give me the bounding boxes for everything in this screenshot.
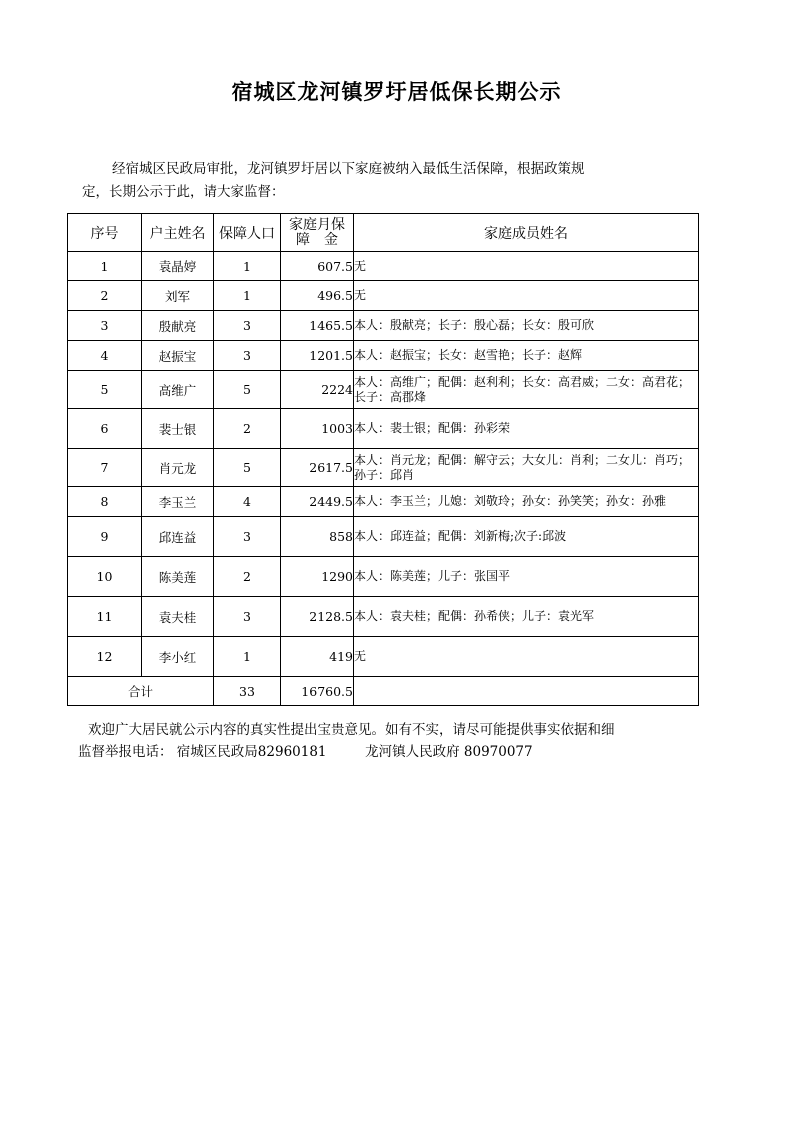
row-members: 无 <box>354 637 699 677</box>
row-members: 本人：袁夫桂；配偶：孙希侠；儿子：袁光军 <box>354 597 699 637</box>
row-amount: 858 <box>281 517 354 557</box>
table-row <box>68 311 699 341</box>
feedback-note: 欢迎广大居民就公示内容的真实性提出宝贵意见。如有不实，请尽可能提供事实依据和细 <box>88 722 615 738</box>
row-head-name: 李小红 <box>142 637 214 677</box>
row-members: 无 <box>354 252 699 281</box>
row-head-name: 殷献亮 <box>142 311 214 341</box>
row-index: 7 <box>68 449 142 487</box>
row-head-name: 袁晶婷 <box>142 252 214 281</box>
row-head-name: 裴士银 <box>142 409 214 449</box>
table-row <box>68 557 699 597</box>
intro-line-2: 定，长期公示于此，请大家监督： <box>82 184 285 200</box>
row-members: 本人：殷献亮；长子：殷心磊；长女：殷可欣 <box>354 311 699 341</box>
row-index: 4 <box>68 341 142 371</box>
row-head-name: 刘军 <box>142 281 214 311</box>
row-members: 无 <box>354 281 699 311</box>
table-row <box>68 517 699 557</box>
row-amount: 496.5 <box>281 281 354 311</box>
table-row <box>68 371 699 409</box>
header-money-line-1: 家庭月保 <box>289 216 345 233</box>
row-head-name: 陈美莲 <box>142 557 214 597</box>
row-amount: 1465.5 <box>281 311 354 341</box>
total-label: 合计 <box>68 677 214 706</box>
report-label: 监督举报电话： <box>78 744 173 760</box>
table-row <box>68 449 699 487</box>
table-row <box>68 487 699 517</box>
row-index: 2 <box>68 281 142 311</box>
row-index: 5 <box>68 371 142 409</box>
table-row <box>68 281 699 311</box>
report-phone-line <box>78 740 533 760</box>
row-index: 1 <box>68 252 142 281</box>
row-members: 本人：高维广；配偶：赵利利；长女：高君威；二女：高君花；长子：高郡烽 <box>354 371 699 409</box>
row-head-name: 肖元龙 <box>142 449 214 487</box>
row-members: 本人：邱连益；配偶：刘新梅;次子:邱波 <box>354 517 699 557</box>
row-persons: 3 <box>214 517 281 557</box>
table-row <box>68 252 699 281</box>
row-persons: 3 <box>214 597 281 637</box>
row-index: 11 <box>68 597 142 637</box>
table-row <box>68 637 699 677</box>
row-head-name: 赵振宝 <box>142 341 214 371</box>
header-members: 家庭成员姓名 <box>354 214 699 252</box>
table-row <box>68 409 699 449</box>
row-head-name: 邱连益 <box>142 517 214 557</box>
row-amount: 2449.5 <box>281 487 354 517</box>
row-amount: 2224 <box>281 371 354 409</box>
row-amount: 419 <box>281 637 354 677</box>
row-members: 本人：陈美莲；儿子：张国平 <box>354 557 699 597</box>
row-persons: 2 <box>214 409 281 449</box>
header-head-name: 户主姓名 <box>142 214 214 252</box>
row-index: 9 <box>68 517 142 557</box>
header-persons: 保障人口 <box>214 214 281 252</box>
table-body <box>68 252 699 677</box>
row-members: 本人：肖元龙；配偶：解守云；大女儿：肖利；二女儿：肖巧；孙子：邱肖 <box>354 449 699 487</box>
row-head-name: 袁夫桂 <box>142 597 214 637</box>
row-persons: 3 <box>214 311 281 341</box>
total-amount: 16760.5 <box>281 677 354 706</box>
row-persons: 1 <box>214 637 281 677</box>
row-amount: 607.5 <box>281 252 354 281</box>
table-row <box>68 597 699 637</box>
row-index: 8 <box>68 487 142 517</box>
total-row <box>68 677 699 706</box>
row-index: 6 <box>68 409 142 449</box>
report-dept-1: 宿城区民政局82960181 <box>176 744 327 760</box>
row-index: 10 <box>68 557 142 597</box>
intro-line-1: 经宿城区民政局审批，龙河镇罗圩居以下家庭被纳入最低生活保障，根据政策规 <box>112 161 585 177</box>
row-persons: 5 <box>214 449 281 487</box>
header-monthly-allowance <box>281 214 354 252</box>
row-members: 本人：裴士银；配偶：孙彩荣 <box>354 409 699 449</box>
row-amount: 1003 <box>281 409 354 449</box>
row-amount: 2617.5 <box>281 449 354 487</box>
row-persons: 1 <box>214 281 281 311</box>
row-persons: 3 <box>214 341 281 371</box>
total-members <box>354 677 699 706</box>
row-members: 本人：赵振宝；长女：赵雪艳；长子：赵辉 <box>354 341 699 371</box>
row-index: 3 <box>68 311 142 341</box>
header-index: 序号 <box>68 214 142 252</box>
row-members: 本人：李玉兰；儿媳：刘敬玲；孙女：孙笑笑；孙女：孙雅 <box>354 487 699 517</box>
row-persons: 5 <box>214 371 281 409</box>
row-persons: 2 <box>214 557 281 597</box>
row-head-name: 李玉兰 <box>142 487 214 517</box>
row-head-name: 高维广 <box>142 371 214 409</box>
row-amount: 1290 <box>281 557 354 597</box>
table-header-row <box>68 214 699 252</box>
page-title: 宿城区龙河镇罗圩居低保长期公示 <box>231 80 562 104</box>
total-persons: 33 <box>214 677 281 706</box>
row-persons: 1 <box>214 252 281 281</box>
header-money-line-2: 障 金 <box>296 231 338 248</box>
report-dept-2: 龙河镇人民政府 80970077 <box>365 744 533 760</box>
row-index: 12 <box>68 637 142 677</box>
table-row <box>68 341 699 371</box>
beneficiary-table <box>67 213 699 706</box>
row-amount: 2128.5 <box>281 597 354 637</box>
intro-paragraph <box>82 158 692 204</box>
row-amount: 1201.5 <box>281 341 354 371</box>
row-persons: 4 <box>214 487 281 517</box>
